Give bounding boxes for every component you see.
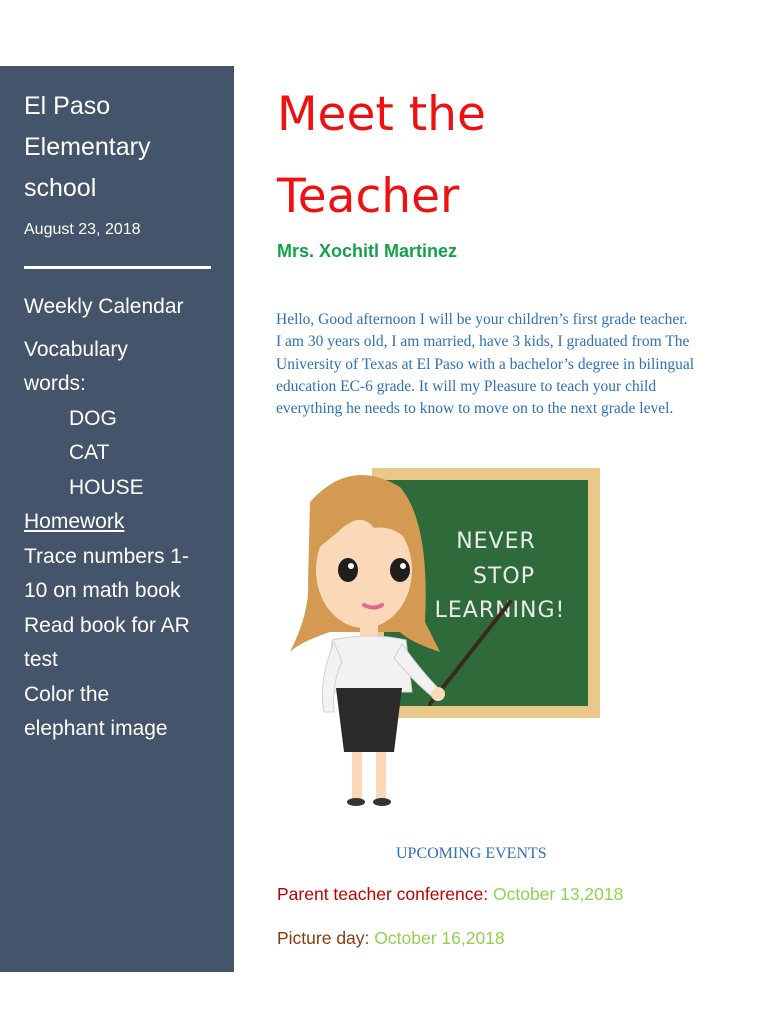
event-item xyxy=(277,928,505,949)
school-name-line: Elementary xyxy=(24,133,151,161)
school-name-line: El Paso xyxy=(24,92,111,120)
chalkboard-text-line: NEVER xyxy=(456,529,536,554)
chalkboard-text-line: STOP xyxy=(473,564,535,589)
teacher-skirt xyxy=(336,688,402,752)
vocabulary-heading-line: Vocabulary xyxy=(24,337,128,361)
eye-highlight xyxy=(400,563,406,569)
homework-line: elephant image xyxy=(24,717,168,740)
teacher-shoe xyxy=(347,798,365,806)
page-title-line: Meet the xyxy=(277,87,486,142)
page-title xyxy=(277,74,486,238)
event-separator: : xyxy=(364,928,375,948)
teacher-chalkboard-illustration xyxy=(290,462,610,812)
homework-line: Read book for AR xyxy=(24,613,190,637)
upcoming-events-heading: UPCOMING EVENTS xyxy=(396,845,547,862)
newsletter-date: August 23, 2018 xyxy=(24,221,141,238)
school-name xyxy=(24,86,224,209)
vocabulary-word: CAT xyxy=(69,441,110,464)
teacher-intro-paragraph: Hello, Good afternoon I will be your children’s first grade teacher. I am 30 years old, I am married, have 3 kids, I graduated from The University of Texas at El Paso with a bachelor’s degree in bilingual education EC-6 grade. It will my Pleasure to teach your child everything he needs to know to move on to the next grade level. xyxy=(276,311,695,418)
homework-line: Color the xyxy=(24,682,110,706)
weekly-calendar-heading: Weekly Calendar xyxy=(24,295,184,318)
teacher-eye xyxy=(390,558,410,582)
event-separator: : xyxy=(483,884,493,904)
vocabulary-word: DOG xyxy=(69,406,117,430)
event-label: Picture day xyxy=(277,928,365,948)
event-item xyxy=(277,884,623,905)
sidebar-divider xyxy=(24,266,211,269)
event-date: October 13,2018 xyxy=(492,884,624,904)
teacher-leg xyxy=(376,752,386,800)
teacher-name: Mrs. Xochitl Martinez xyxy=(277,241,458,261)
homework-line: 10 on math book xyxy=(24,579,181,602)
homework-line: Trace numbers 1- xyxy=(24,544,189,568)
school-name-line: school xyxy=(24,174,97,202)
teacher-hand xyxy=(431,687,445,701)
event-label: Parent teacher conference xyxy=(277,884,484,904)
homework-line: test xyxy=(24,648,58,671)
event-date: October 16,2018 xyxy=(374,928,505,948)
homework-heading: Homework xyxy=(24,510,125,533)
eye-highlight xyxy=(348,563,354,569)
vocabulary-word: HOUSE xyxy=(69,475,144,499)
teacher-leg xyxy=(352,752,362,800)
teacher-eye xyxy=(338,558,358,582)
page-title-line: Teacher xyxy=(277,169,460,224)
teacher-shoe xyxy=(373,798,391,806)
weekly-calendar-list xyxy=(24,290,224,747)
vocabulary-heading-line: words: xyxy=(24,372,86,395)
chalkboard-text-line: LEARNING! xyxy=(434,598,566,623)
